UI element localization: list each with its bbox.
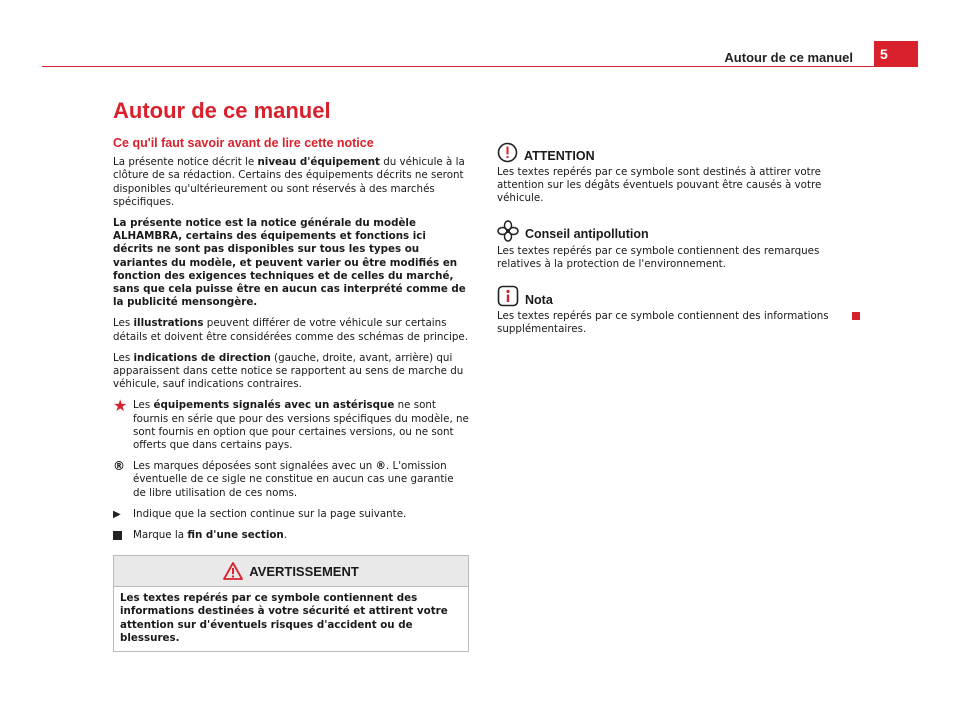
info-icon: [497, 285, 519, 307]
flower-icon: [497, 220, 519, 242]
nota-note: [497, 285, 857, 336]
nota-title: Nota: [525, 292, 553, 307]
paragraph-directions: Les indications de direction (gauche, droite, avant, arrière) qui apparaissent dans cette notice se rapportent au sens de marche du véhicule, sauf indications contraires.: [113, 351, 464, 391]
header-rule: [42, 66, 918, 67]
symbol-row-asterisk: ★ Les équipements signalés avec un astérisque ne sont fournis en série que pour des versions spécifiques du modèle, ne sont fournis en option que pour certaines versions, ou ne sont offerts que dans certains pays.: [113, 396, 469, 452]
symbol-row-end-section: Marque la fin d'une section.: [113, 529, 469, 543]
section-subhead: Ce qu'il faut savoir avant de lire cette notice: [113, 136, 374, 150]
asterisk-icon: ★: [113, 396, 128, 416]
attention-body: Les textes repérés par ce symbole sont destinés à attirer votre attention sur les dégâts éventuels pouvant être causés à votre véhicule.: [497, 166, 822, 205]
left-column: [113, 137, 469, 652]
paragraph-equipment-level: La présente notice décrit le niveau d'équipement du véhicule à la clôture de sa rédaction. Certains des équipements décrits ne seront disponibles qu'ultérieurement ou sont réservés à des marchés spécifiques.: [113, 156, 465, 208]
warning-triangle-icon: [223, 562, 243, 580]
paragraph-illustrations: Les illustrations peuvent différer de votre véhicule sur certains détails et doivent être considérées comme des schémas de principe.: [113, 317, 469, 343]
pollution-note: [497, 220, 857, 271]
warning-header: [114, 556, 468, 587]
symbol-row-continue: ▶ Indique que la section continue sur la page suivante.: [113, 507, 407, 520]
arrow-right-icon: ▶: [113, 508, 121, 520]
end-of-section-mark: [852, 312, 860, 320]
exclamation-circle-icon: [497, 142, 518, 163]
attention-title: ATTENTION: [524, 148, 595, 163]
pollution-body: Les textes repérés par ce symbole contiennent des remarques relatives à la protection de l'environnement.: [497, 244, 820, 270]
paragraph-general-notice: La présente notice est la notice générale du modèle ALHAMBRA, certains des équipements et fonctions ici décrits ne sont pas disponibles sur tous les types ou variantes du modèle, et peuvent varier ou être modifiés en fonction des exigences techniques et de celles du marché, sans que cela puisse être en aucun cas interprété comme de la publicité mensongère.: [113, 217, 466, 309]
right-column: [497, 142, 857, 350]
page-title: Autour de ce manuel: [113, 98, 331, 123]
attention-note: [497, 142, 857, 206]
warning-body: Les textes repérés par ce symbole contiennent des informations destinées à votre sécurité et attirent votre attention sur d'éventuels risques d'accident ou de blessures.: [120, 592, 448, 644]
symbol-row-registered: ® Les marques déposées sont signalées avec un ®. L'omission éventuelle de ce sigle ne constitue en aucun cas une garantie de libre utilisation de ces noms.: [113, 459, 454, 499]
registered-icon: ®: [113, 459, 125, 474]
pollution-title: Conseil antipollution: [525, 227, 649, 242]
warning-title: AVERTISSEMENT: [249, 563, 359, 579]
page-number-badge: 5: [874, 41, 918, 67]
nota-body: Les textes repérés par ce symbole contiennent des informations supplémentaires.: [497, 310, 829, 336]
end-square-icon: [113, 531, 122, 540]
warning-box: [113, 555, 469, 652]
page-header-title: Autour de ce manuel: [724, 50, 853, 65]
